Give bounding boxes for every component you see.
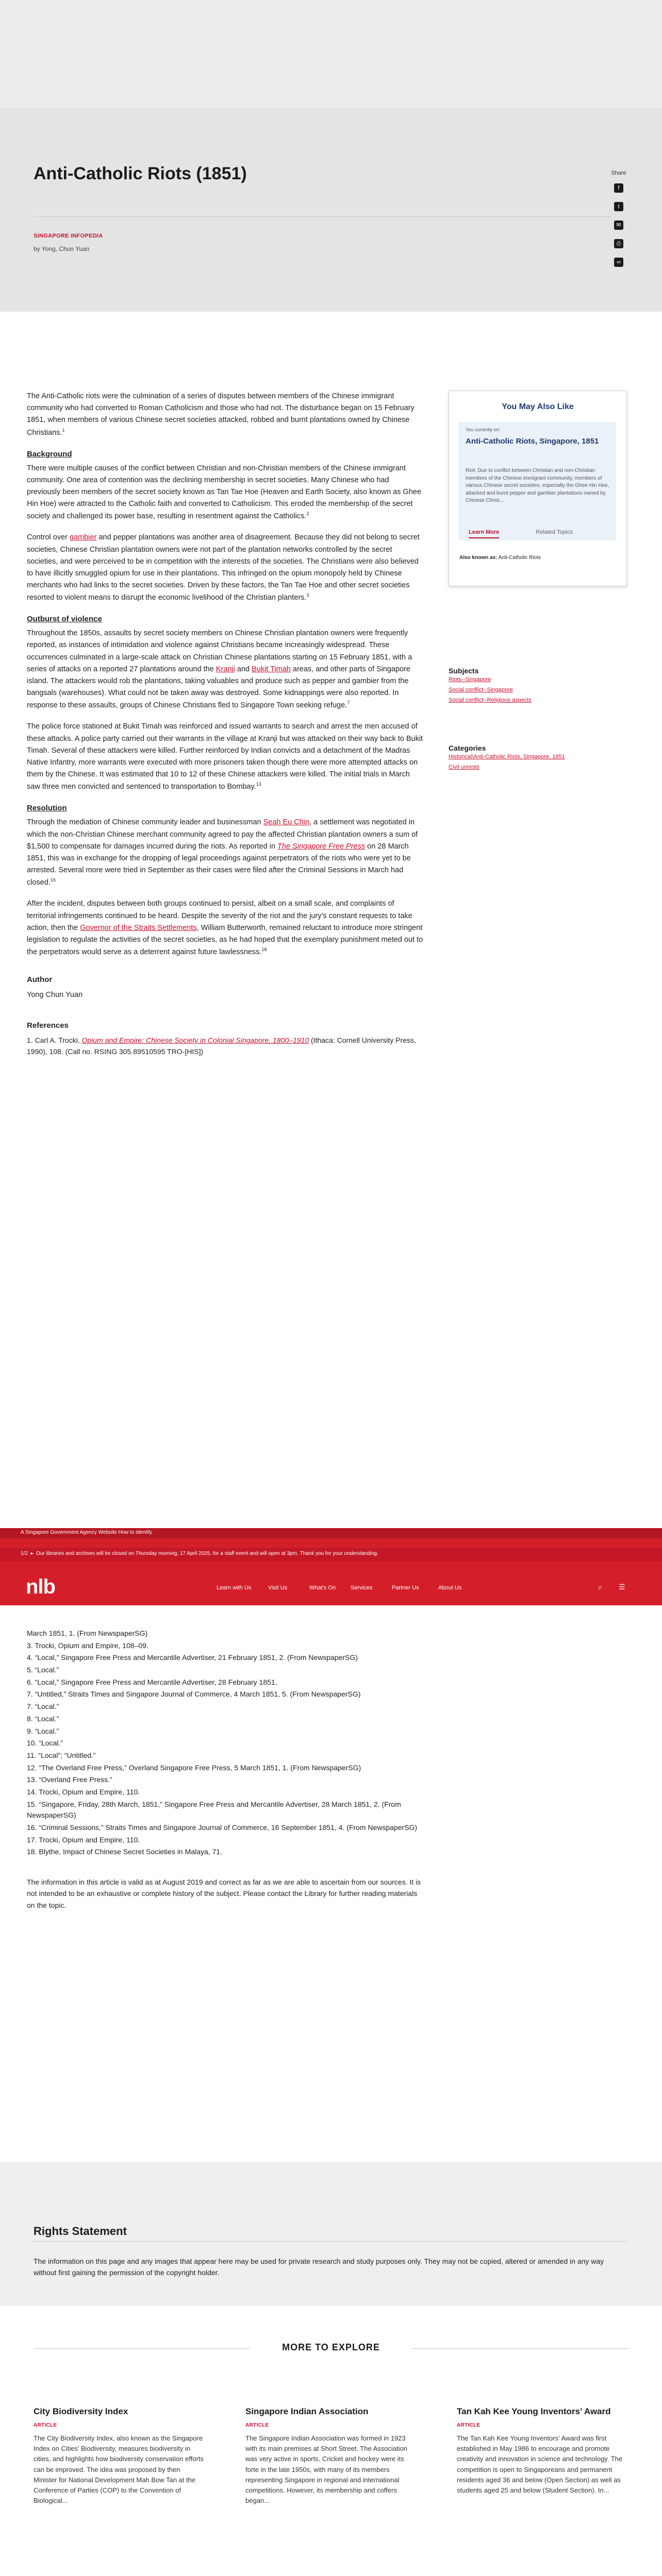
nav-partner[interactable]: Partner Us (392, 1585, 419, 1591)
subjects-heading: Subjects (449, 667, 479, 675)
categories-heading: Categories (449, 744, 486, 752)
reference-item: 9. “Local.” (27, 1726, 59, 1735)
author-heading: Author (27, 975, 53, 985)
announcement-text: 1/2 ▸ Our libraries and archives will be closed on Thursday morning, 17 April 2025, for a staff event and will open at 3pm. Thank you for your understanding. (21, 1551, 378, 1556)
reference-item: 3. Trocki, Opium and Empire, 108–09. (27, 1641, 148, 1650)
explore-card[interactable] (34, 2406, 204, 2506)
search-icon[interactable]: ⌕ (598, 1583, 602, 1591)
current-topic-title[interactable]: Anti-Catholic Riots, Singapore, 1851 (466, 437, 599, 446)
background-paragraph-1: There were multiple causes of the conflict between Christian and non-Christian members of the Chinese immigrant community. One area of contention was the declining membership in secret societies. Many Chinese who had previously been members of the secret society known as Tan Tae Hoe (Heaven and Earth Society, also known as Ghee Hin Hoe) were attracted to the Catholic faith and converted to Catholicism. This eroded the membership of the secret society and challenged its power base, resulting in resentment against the Catholics.$^2$ (27, 464, 421, 521)
nav-learn[interactable]: Learn with Us (217, 1585, 252, 1591)
card-tag: ARTICLE (245, 2422, 269, 2429)
hero-divider (34, 216, 611, 217)
tab-related-topics[interactable]: Related Topics (536, 529, 573, 535)
rights-text: The information on this page and any images that appear here may be used for private research and study purposes only. They may not be copied, altered or amended in any way without first gaining the permission of the copyright holder. (34, 2257, 604, 2277)
gov-strip-text[interactable]: A Singapore Government Agency Website How to identify (21, 1530, 152, 1535)
outburst-paragraph-1: Throughout the 1850s, assaults by secret society members on Chinese Christian plantation owners were frequently reported, as instances of intimidation and violence against Christians became increasingly widespread. These occurrences culminated in a large-scale attack on Christian Chinese plantations starting on 15 February 1851, with a series of attacks on a reported 27 plantations around the Kranji and Bukit Timah areas, and other parts of Singapore island. The attackers would rob the plantations, taking valuables and produce such as pepper and gambier from the bangsals (warehouses). What could not be taken away was destroyed. Some kidnappings were also reported. In response to these assaults, groups of Chinese Christians fled to Singapore Town seeking refuge.$^7$ (27, 629, 412, 710)
nav-services[interactable]: Services (351, 1585, 373, 1591)
you-may-also-like-panel (449, 391, 627, 586)
menu-icon[interactable]: ☰ (619, 1583, 625, 1591)
governor-link[interactable]: Governor of the Straits Settlements (80, 923, 197, 932)
may-like-title: You May Also Like (502, 402, 574, 411)
current-topic-description: Riot; Due to conflict between Christian and non-Christian members of the Chinese immigrant community, members of various Chinese secret societies, especially the Ghee Hin Hoe, attacked and burnt pepper and gambier plantations owned by Chinese Christ... (466, 468, 609, 503)
subjects-section (449, 667, 624, 705)
tab-learn-more[interactable]: Learn More (469, 529, 499, 538)
reference-item: 7. “Local.” (27, 1702, 59, 1711)
twitter-icon[interactable]: t (614, 202, 623, 211)
facebook-icon[interactable]: f (614, 183, 623, 193)
background-paragraph-2: Control over gambier and pepper plantations was another area of disagreement. Because they did not belong to secret societies, Chinese Christian plantation owners were not part of the plantation networks controlled by the secret societies, and were perceived to be in competition with the interests of the societies. The Christians were also believed to have illicitly smuggled opium for use in their plantations. This infringed on the opium monopoly held by Chinese merchants who had links to the secret societies. Driven by these factors, the Tan Tae Hoe and other secret societies resorted to violent means to disrupt the economic livelihood of the Christian planters.$^3$ (27, 533, 420, 602)
card-tag: ARTICLE (457, 2422, 481, 2429)
pager[interactable]: 1/2 (21, 1551, 28, 1556)
top-band (0, 0, 662, 108)
reference-item: 4. “Local,” Singapore Free Press and Mercantile Advertiser, 21 February 1851, 2. (From NewspaperSG) (27, 1653, 358, 1662)
nlb-header-bar (0, 1528, 662, 1605)
categories-section (449, 744, 624, 773)
current-label: You currently on: (466, 427, 501, 432)
current-topic-card (458, 422, 616, 540)
references-heading: References (27, 1021, 69, 1030)
byline: by Yong, Chun Yuan (34, 245, 90, 252)
email-icon[interactable]: ✉ (614, 221, 623, 230)
page-title: Anti-Catholic Riots (1851) (34, 164, 247, 183)
card-title[interactable]: City Biodiversity Index (34, 2406, 128, 2416)
card-desc: The City Biodiversity Index, also known as the Singapore Index on Cities’ Biodiversity, measures biodiversity in cities, and highlights how biodiversity conservation efforts can be improved. The idea was proposed by then Minister for National Development Mah Bow Tan at the Conference of Parties (COP) to the Convention of Biological... (34, 2434, 204, 2504)
reference-item: 12. “The Overland Free Press,” Overland Singapore Free Press, 5 March 1851, 1. (From NewspaperSG) (27, 1763, 361, 1772)
category-link[interactable]: Civil unrests (449, 764, 479, 770)
author-name: Yong Chun Yuan (27, 991, 83, 999)
share-block (608, 170, 629, 276)
subject-link[interactable]: Social conflict--Singapore (449, 686, 513, 693)
card-desc: The Tan Kah Kee Young Inventors’ Award was first established in May 1986 to encourage and promote creativity and innovation in science and technology. The competition is open to Singaporeans and permanent residents aged 36 and below (Open Section) as well as students aged 25 and below (Student Section). In... (457, 2434, 623, 2494)
reference-item: 6. “Local,” Singapore Free Press and Mercantile Advertiser, 28 February 1851. (27, 1677, 277, 1686)
resolution-paragraph-2: After the incident, disputes between both groups continued to persist, albeit on a small scale, and complaints of territorial infringements continued to be heard. Despite the severity of the riot and the jury’s constant requests to take action, then the Governor of the Straits Settlements, William Butterworth, remained reluctant to introduce more stringent legislation to regulate the activities of the secret societies, as he had hoped that the exemplary punishment meted out to the perpetrators would serve as a deterrent against future lawlessness.$^{18}$ (27, 900, 423, 956)
card-title[interactable]: Singapore Indian Association (245, 2406, 369, 2416)
more-to-explore-title: MORE TO EXPLORE (282, 2342, 380, 2352)
print-icon[interactable]: ⎙ (614, 239, 623, 248)
card-desc: The Singapore Indian Association was formed in 1923 with its main premises at Short Street. The Association was very active in sports. Cricket and hockey were its forte in the late 1950s, with many of its members representing Singapore in regional and international competitions. However, its membership and coffers began... (245, 2434, 408, 2504)
outburst-heading: Outburst of violence (27, 615, 102, 624)
reference-item: 15. “Singapore, Friday, 28th March, 1851,” Singapore Free Press and Mercantile Advertiser, 28 March 1851, 2. (From NewspaperSG) (27, 1800, 401, 1820)
also-known-as: Also known as: Anti-Catholic Riots (459, 555, 541, 561)
reference-item: 5. “Local.” (27, 1666, 59, 1674)
reference-item: 17. Trocki, Opium and Empire, 110. (27, 1835, 140, 1844)
reference-item: 7. “Untitled,” Straits Times and Singapore Journal of Commerce, 4 March 1851, 5. (From NewspaperSG) (27, 1690, 361, 1699)
reference-item: 18. Blythe, Impact of Chinese Secret Societies in Malaya, 71. (27, 1848, 222, 1856)
hero-banner (0, 108, 662, 312)
rights-title: Rights Statement (34, 2225, 127, 2238)
singapore-free-press-link[interactable]: The Singapore Free Press (277, 842, 366, 851)
subject-link[interactable]: Social conflict--Religious aspects (449, 697, 532, 703)
category-link[interactable]: Historical\Anti-Catholic Riots, Singapore, 1851 (449, 754, 565, 760)
link-icon[interactable]: ∞ (614, 258, 623, 267)
article-body (27, 391, 424, 1067)
explore-card[interactable] (245, 2406, 416, 2506)
nav-about[interactable]: About Us (438, 1585, 462, 1591)
rights-divider (34, 2241, 626, 2242)
explore-card[interactable] (457, 2406, 627, 2496)
reference-item: 11. “Local”; “Untitled.” (27, 1751, 96, 1759)
reference-item: 16. “Criminal Sessions,” Straits Times and Singapore Journal of Commerce, 16 September 1851, 4. (From NewspaperSG) (27, 1823, 418, 1832)
section-tag[interactable]: SINGAPORE INFOPEDIA (34, 233, 103, 239)
gambier-link[interactable]: gambier (70, 533, 97, 542)
validity-disclaimer: The information in this article is valid as at August 2019 and correct as far as we are able to ascertain from our sources. It is not intended to be an exhaustive or complete history of the subject. Please contact the Library for further reading materials on the topic. (27, 1878, 421, 1909)
bukit-timah-link[interactable]: Bukit Timah (252, 665, 291, 673)
kranji-link[interactable]: Kranji (216, 665, 235, 673)
nav-visit[interactable]: Visit Us (268, 1585, 288, 1591)
share-label: Share (611, 170, 626, 176)
reference-item: March 1851, 1. (From NewspaperSG) (27, 1629, 148, 1637)
resolution-paragraph-1: Through the mediation of Chinese community leader and businessman Seah Eu Chin, a settlement was negotiated in which the non-Christian Chinese merchant community agreed to pay the affected Christian plantation owners a sum of $1,500 to compensate for damages incurred during the riots. As reported in The Singapore Free Press on 28 March 1851, this was in exchange for the dropping of legal proceedings against perpetrators of the riots who were yet to be arrested. Several more were tried in September as their cases were filed after the Criminal Sessions in March had closed.$^{16}$ (27, 818, 418, 887)
reference-link[interactable]: Opium and Empire: Chinese Society in Colonial Singapore, 1800–1910 (81, 1036, 309, 1045)
reference-item: 1. Carl A. Trocki, Opium and Empire: Chinese Society in Colonial Singapore, 1800–1910 (Ithaca: Cornell University Press, 1990), 108. (Call no. RSING 305.89510595 TRO-[HIS]) (27, 1036, 416, 1056)
reference-item: 14. Trocki, Opium and Empire, 110. (27, 1787, 140, 1796)
seah-eu-chin-link[interactable]: Seah Eu Chin (263, 818, 310, 827)
reference-item: 8. “Local.” (27, 1714, 59, 1723)
outburst-paragraph-2: The police force stationed at Bukit Timah was reinforced and issued warrants to search and arrest the men accused of these attacks. A police party carried out their warrants in the village at Kranji but was attacked on their way back to Bukit Timah. Several of these attackers were killed. Further reinforced by Indian convicts and a detachment of the Madras Native Infantry, more warrants were executed with more prisoners taken though there were more attempted attacks on them by the Chinese. It was estimated that 10 to 12 of these Chinese attackers were killed. The initial trials in March saw three men convicted and sentenced to transportation to Bombay.$^{13}$ (27, 722, 423, 791)
reference-item: 10. “Local.” (27, 1739, 63, 1748)
subject-link[interactable]: Riots--Singapore (449, 676, 491, 683)
intro-paragraph: The Anti-Catholic riots were the culmination of a series of disputes between members of the Chinese immigrant community who had converted to Roman Catholicism and those who had not. The disturbance began on 15 February 1851, when members of various Chinese secret societies attacked, robbed and burnt plantations owned by Chinese Christians.$^1$ (27, 392, 415, 437)
background-heading: Background (27, 449, 72, 459)
resolution-heading: Resolution (27, 804, 67, 813)
card-tag: ARTICLE (34, 2422, 57, 2429)
references-continued (27, 1628, 424, 1911)
nav-whats-on[interactable]: What's On (309, 1585, 336, 1591)
card-title[interactable]: Tan Kah Kee Young Inventors’ Award (457, 2406, 611, 2416)
nlb-logo[interactable]: nlb (26, 1575, 55, 1598)
reference-item: 13. “Overland Free Press.” (27, 1775, 112, 1784)
